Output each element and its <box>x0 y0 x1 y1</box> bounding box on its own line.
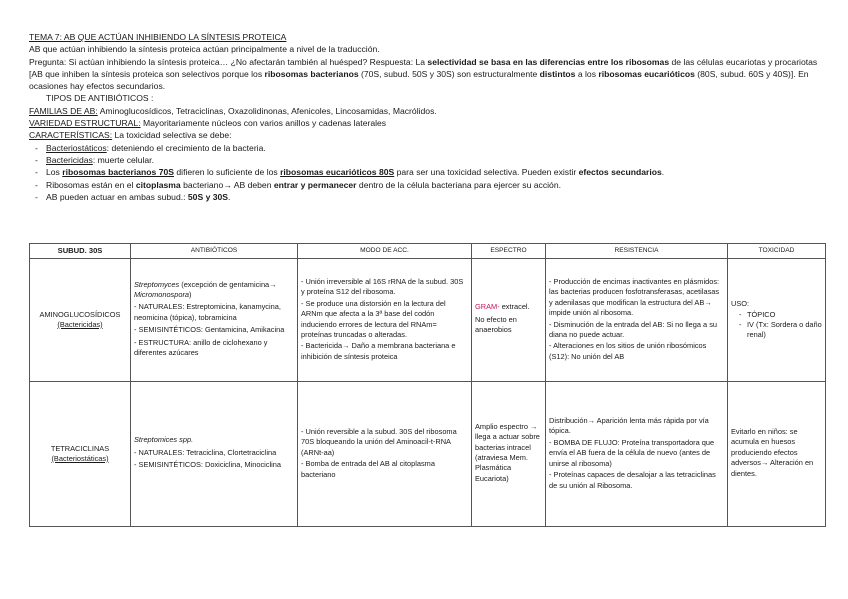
list-item-text: . <box>228 191 231 202</box>
drug-class-name: TETRACICLINAS <box>50 443 110 453</box>
list-item-text: para ser una toxicidad selectiva. Pueden existir <box>394 167 579 178</box>
list-item: - Producción de encimas inactivantes en plásmidos: las bacterias producen fosfotransferasas, acetilasas y adenilasas que modifican la estructura del AB→ impide unión al ribosoma. <box>549 276 720 318</box>
bullet-dash: - <box>35 142 38 153</box>
table-cell-antibiotics <box>131 259 298 382</box>
toxicity-title: USO: <box>731 299 750 309</box>
ribosome-80s-term: ribosomas eucarióticos 80S <box>280 167 395 178</box>
list-item <box>29 179 829 191</box>
bacterial-ribosomes-bold: ribosomas bacterianos <box>264 68 359 79</box>
table-row <box>30 259 826 382</box>
drug-class-type: (Bactericidas) <box>57 320 103 329</box>
families-label: FAMILIAS DE AB: <box>29 105 98 116</box>
list-item: - Bactericida→ Daño a membrana bacteriana e inhibición de síntesis proteica <box>301 341 456 361</box>
bullet-dash: - <box>35 167 38 178</box>
spectrum-text: Amplio espectro → llega a actuar sobre bacterias intracel (atraviesa Mem. Plasmática Eucariota) <box>475 421 540 483</box>
list-item <box>29 166 829 178</box>
subunits-bold: 50S y 30S <box>187 191 229 202</box>
question-text: (80S, subud. 60S y 40S)]. En ocasiones hay efectos secundarios. <box>29 68 809 92</box>
list-item: - Proteínas capaces de desalojar a las tetraciclinas de su unión al Ribosoma. <box>549 470 716 490</box>
topic-title: TEMA 7: AB QUE ACTÚAN INHIBIENDO LA SÍNTESIS PROTEICA <box>29 32 287 42</box>
column-header: ANTIBIÓTICOS <box>131 244 298 259</box>
bullet-dash: - <box>35 191 38 202</box>
characteristics-line <box>29 129 829 141</box>
spectrum-text <box>475 302 542 312</box>
cell-text: (excepción de gentamicina→ <box>179 279 277 289</box>
list-item: - Unión irreversible al 16S rRNA de la subud. 30S y proteína S12 del ribosoma. <box>301 276 464 297</box>
gram-negative-highlight: GRAM- <box>475 302 500 312</box>
natural-antibiotics: - NATURALES: Estreptomicina, kanamycina, neomicina (tópica), tobramicina <box>134 302 281 322</box>
column-header: ESPECTRO <box>472 244 546 259</box>
list-item: - TÓPICO <box>739 310 822 320</box>
table-cell-spectrum <box>472 259 546 382</box>
list-item-text: difieren lo suficiente de los <box>174 167 281 178</box>
structure-text: Mayoritariamente núcleos con varios anillos y cadenas laterales <box>140 118 387 129</box>
antibiotic-types-heading: TIPOS DE ANTIBIÓTICOS : <box>46 93 154 104</box>
column-header: MODO DE ACC. <box>298 244 472 259</box>
list-item: - IV (Tx: Sordera o daño renal) <box>739 320 822 341</box>
natural-antibiotics: - NATURALES: Tetraciclina, Clortetraciclina <box>134 447 277 457</box>
question-paragraph <box>29 56 829 93</box>
distinct-bold: distintos <box>539 68 576 79</box>
families-line <box>29 105 829 117</box>
intro-text: AB que actúan inhibiendo la síntesis proteica actúan principalmente a nivel de la traducción. <box>29 44 380 55</box>
list-item-text: Los <box>46 167 63 178</box>
families-text: Aminoglucosídicos, Tetraciclinas, Oxazolidinonas, Afenicoles, Lincosamidas, Macrólidos. <box>97 105 437 116</box>
structure-label: VARIEDAD ESTRUCTURAL: <box>29 118 141 129</box>
table-cell-name <box>30 259 131 382</box>
list-item: - Alteraciones en los sitios de unión ribosómicos (S12): No unión del AB <box>549 341 707 361</box>
side-effects-bold: efectos secundarios <box>578 167 662 178</box>
source-organism <box>134 435 294 445</box>
question-text: (70S, subud. 50S y 30S) son estructuralmente <box>358 68 540 79</box>
toxicity-text: Evitarlo en niños: se acumula en huesos produciendo efectos adversos→ Alteración en dientes. <box>731 426 814 478</box>
antibiotics-table <box>29 243 826 527</box>
structure-note: - ESTRUCTURA: anillo de ciclohexano y diferentes azúcares <box>134 337 268 358</box>
table-cell-toxicity <box>728 382 826 527</box>
genus-italic: Streptomices spp. <box>134 435 194 445</box>
document-header <box>29 31 829 203</box>
table-cell-resistance <box>546 382 728 527</box>
list-item: - Se produce una distorsión en la lectura del ARNm que afecta a la 3ª base del codón induciendo errores de lectura del RNAm= proteínas truncadas o alteradas. <box>301 298 446 339</box>
structure-line <box>29 117 829 129</box>
list-item-text: dentro de la célula bacteriana para ejercer su acción. <box>356 179 561 190</box>
table-cell-mode <box>298 382 472 527</box>
table-cell-antibiotics <box>131 382 298 527</box>
list-item: - BOMBA DE FLUJO: Proteína transportadora que envía el AB fuera de la célula de nuevo (antes de unirse al ribosoma) <box>549 437 715 468</box>
table-cell-toxicity <box>728 259 826 382</box>
semisynthetic-antibiotics: - SEMISINTÉTICOS: Gentamicina, Amikacina <box>134 325 285 335</box>
list-item-text: : muerte celular. <box>92 154 154 165</box>
bullet-dash: - <box>35 154 38 165</box>
table-row <box>30 382 826 527</box>
drug-class-name: AMINOGLUCOSÍDICOS <box>39 309 121 319</box>
source-organism <box>134 280 294 301</box>
list-item: - Disminución de la entrada del AB: Si no llega a su diana no puede actuar. <box>549 319 718 339</box>
cell-text: extracel. <box>499 302 530 312</box>
list-item-text: : deteniendo el crecimiento de la bacteria. <box>106 142 266 153</box>
list-item-text: . <box>661 167 665 178</box>
drug-class-type: (Bacteriostáticas) <box>51 454 109 463</box>
bacteriostatic-term: Bacteriostáticos <box>46 142 107 153</box>
list-item <box>29 142 829 154</box>
column-header: SUBUD. 30S <box>30 244 131 259</box>
list-item-text: AB pueden actuar en ambas subud.: <box>46 191 188 202</box>
cytoplasm-bold: citoplasma <box>135 179 181 190</box>
characteristics-label: CARACTERÍSTICAS: <box>29 130 113 141</box>
spectrum-note: No efecto en anaerobios <box>475 314 517 335</box>
genus-italic: Micromonospora <box>134 289 190 299</box>
list-item <box>29 154 829 166</box>
list-item-text: bacteriano→ AB deben <box>180 179 274 190</box>
table-header-row <box>30 244 826 259</box>
list-item: - Bomba de entrada del AB al citoplasma bacteriano <box>301 459 435 479</box>
question-text: Pregunta: Si actúan inhibiendo la síntesis proteica… ¿No afectarán también al huésped? Respuesta: La <box>29 56 428 67</box>
table-cell-spectrum <box>472 382 546 527</box>
selectivity-bold: selectividad se basa en las diferencias entre los ribosomas <box>427 56 670 67</box>
eukaryotic-ribosomes-bold: ribosomas eucarióticos <box>598 68 695 79</box>
list-item: - Unión reversible a la subud. 30S del ribosoma 70S bloqueando la unión del Aminoacil-t-RNA (ARNt-aa) <box>301 426 457 457</box>
list-item <box>29 191 829 203</box>
characteristics-list <box>29 142 829 203</box>
column-header: RESISTENCIA <box>546 244 728 259</box>
list-item-text: Ribosomas están en el <box>46 179 136 190</box>
question-text: de las células eucariotas y procariotas [AB que inhiben la síntesis proteica son selectivos porque los <box>29 56 818 79</box>
list-item: Distribución→ Aparición lenta más rápida por vía tópica. <box>549 416 709 436</box>
genus-italic: Streptomyces <box>134 279 180 289</box>
table-cell-name <box>30 382 131 527</box>
column-header: TOXICIDAD <box>728 244 826 259</box>
cell-text: ) <box>189 289 192 299</box>
table-cell-resistance <box>546 259 728 382</box>
bactericidal-term: Bactericidas <box>46 154 93 165</box>
semisynthetic-antibiotics: - SEMISINTÉTICOS: Doxiciclina, Minociclina <box>134 460 282 470</box>
table-cell-mode <box>298 259 472 382</box>
bullet-dash: - <box>35 179 38 190</box>
question-text: a los <box>575 68 599 79</box>
characteristics-text: La toxicidad selectiva se debe: <box>112 130 232 141</box>
ribosome-70s-term: ribosomas bacterianos 70S <box>62 167 175 178</box>
enter-remain-bold: entrar y permanecer <box>273 179 357 190</box>
